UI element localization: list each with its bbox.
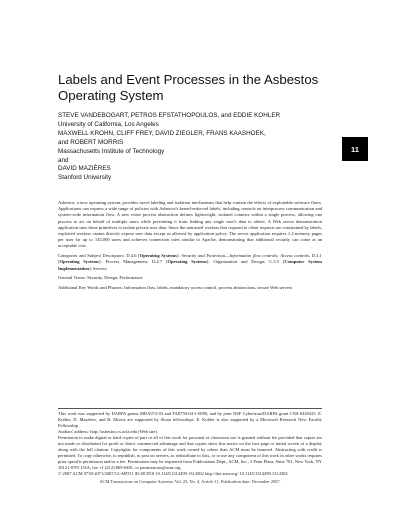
- categories-text: Categories and Subject Descriptors: D.4.6 [Operating Systems]: Security and Protection—Information flow controls; Access controls; D.4.1 [Operating Systems]: Process Management; D.4.7 [Operating Systems]: Organization and Design; C.5.5 [Computer System Implementation]: Servers: [58, 253, 322, 271]
- affiliation-line: Stanford University: [58, 174, 112, 182]
- footnote-divider: [58, 408, 322, 409]
- journal-footer: ACM Transactions on Computer Systems, Vol. 25, No. 4, Article 11, Publication date: December 2007.: [99, 479, 281, 484]
- abstract-section: [58, 200, 322, 295]
- chapter-number: 11: [351, 144, 359, 154]
- author-line: and ROBERT MORRIS: [58, 138, 124, 146]
- permission-note: Permission to make digital or hard copies of part or all of this work for personal or classroom use is granted without fee provided that copies are not made or distributed for profit or direct commercial advantage and that copies show this notice on the first page or initial screen of a display along with the full citation. Copyrights for components of this work owned by others than ACM must be honored. Abstracting with credit is permitted. To copy otherwise, to republish, to post on servers, to redistribute to lists, or to use any component of this work in other works requires prior specific permission and/or a fee. Permissions may be requested from Publications Dept., ACM, Inc., 2 Penn Plaza, Suite 701, New York, NY 10121-0701 USA, fax +1 (212) 869-0481, or permissions@acm.org.: [58, 435, 322, 470]
- abstract-text: Asbestos, a new operating system, provides novel labeling and isolation mechanisms that help contain the effects of exploitable software flaws. Applications can express a wide range of policies with Asbestos's kernel-enforced labels, including controls on interprocess communication and system-wide information flow. A new event process abstraction defines lightweight, isolated contexts within a single process, allowing one process to act on behalf of multiple users while preventing it from leaking any single user's data to others. A Web server demonstration application uses these primitives to isolate private user data. Since the untrusted workers that respond to client requests are constrained by labels, exploited workers cannot directly expose user data except as allowed by application policy. The server application requires 1.4 memory pages per user for up to 145,000 users and achieves connection rates similar to Apache, demonstrating that additional security can come at an acceptable cost.: [58, 200, 322, 249]
- paper-title: Labels and Event Processes in the Asbestos Operating System: [58, 72, 319, 103]
- chapter-number-tab: [342, 137, 368, 161]
- author-conjunction: and: [58, 156, 69, 164]
- keywords: Additional Key Words and Phrases: Information flow, labels, mandatory access control, process abstractions, secure Web servers: [58, 284, 293, 290]
- author-line: DAVID MAZIÈRES: [58, 165, 111, 173]
- general-terms: General Terms: Security, Design, Performance: [58, 275, 143, 281]
- funding-note: This work was supported by DARPA grants MDA972-03 and FA8750-04-1-0090, and by joint NSF Cybertrust/DARPA grant CNS-0430425. E. Kohler, D. Mazières, and R. Morris are supported by Sloan fellowships. E. Kohler is also supported by a Microsoft Research New Faculty Fellowship.: [58, 411, 322, 428]
- footnote-section: [58, 411, 322, 477]
- author-block: [58, 112, 358, 183]
- author-line: STEVE VANDEBOGART, PETROS EFSTATHOPOULOS, and EDDIE KOHLER: [58, 112, 281, 119]
- affiliation-line: University of California, Los Angeles: [58, 120, 159, 128]
- affiliation-line: Massachusetts Institute of Technology: [58, 147, 165, 155]
- author-line: MAXWELL KROHN, CLIFF FREY, DAVID ZIEGLER, FRANS KAASHOEK,: [58, 129, 266, 137]
- address-note: Authors' address: http://asbestos.cs.ucla.edu (Web site).: [58, 429, 158, 434]
- copyright-note: © 2007 ACM 0738-2071/2007/12-ART11 $5.00 DOI 10.1145/1314299.1314302 http://doi.acm.org/ 10.1145/1314299.1314302: [58, 471, 288, 476]
